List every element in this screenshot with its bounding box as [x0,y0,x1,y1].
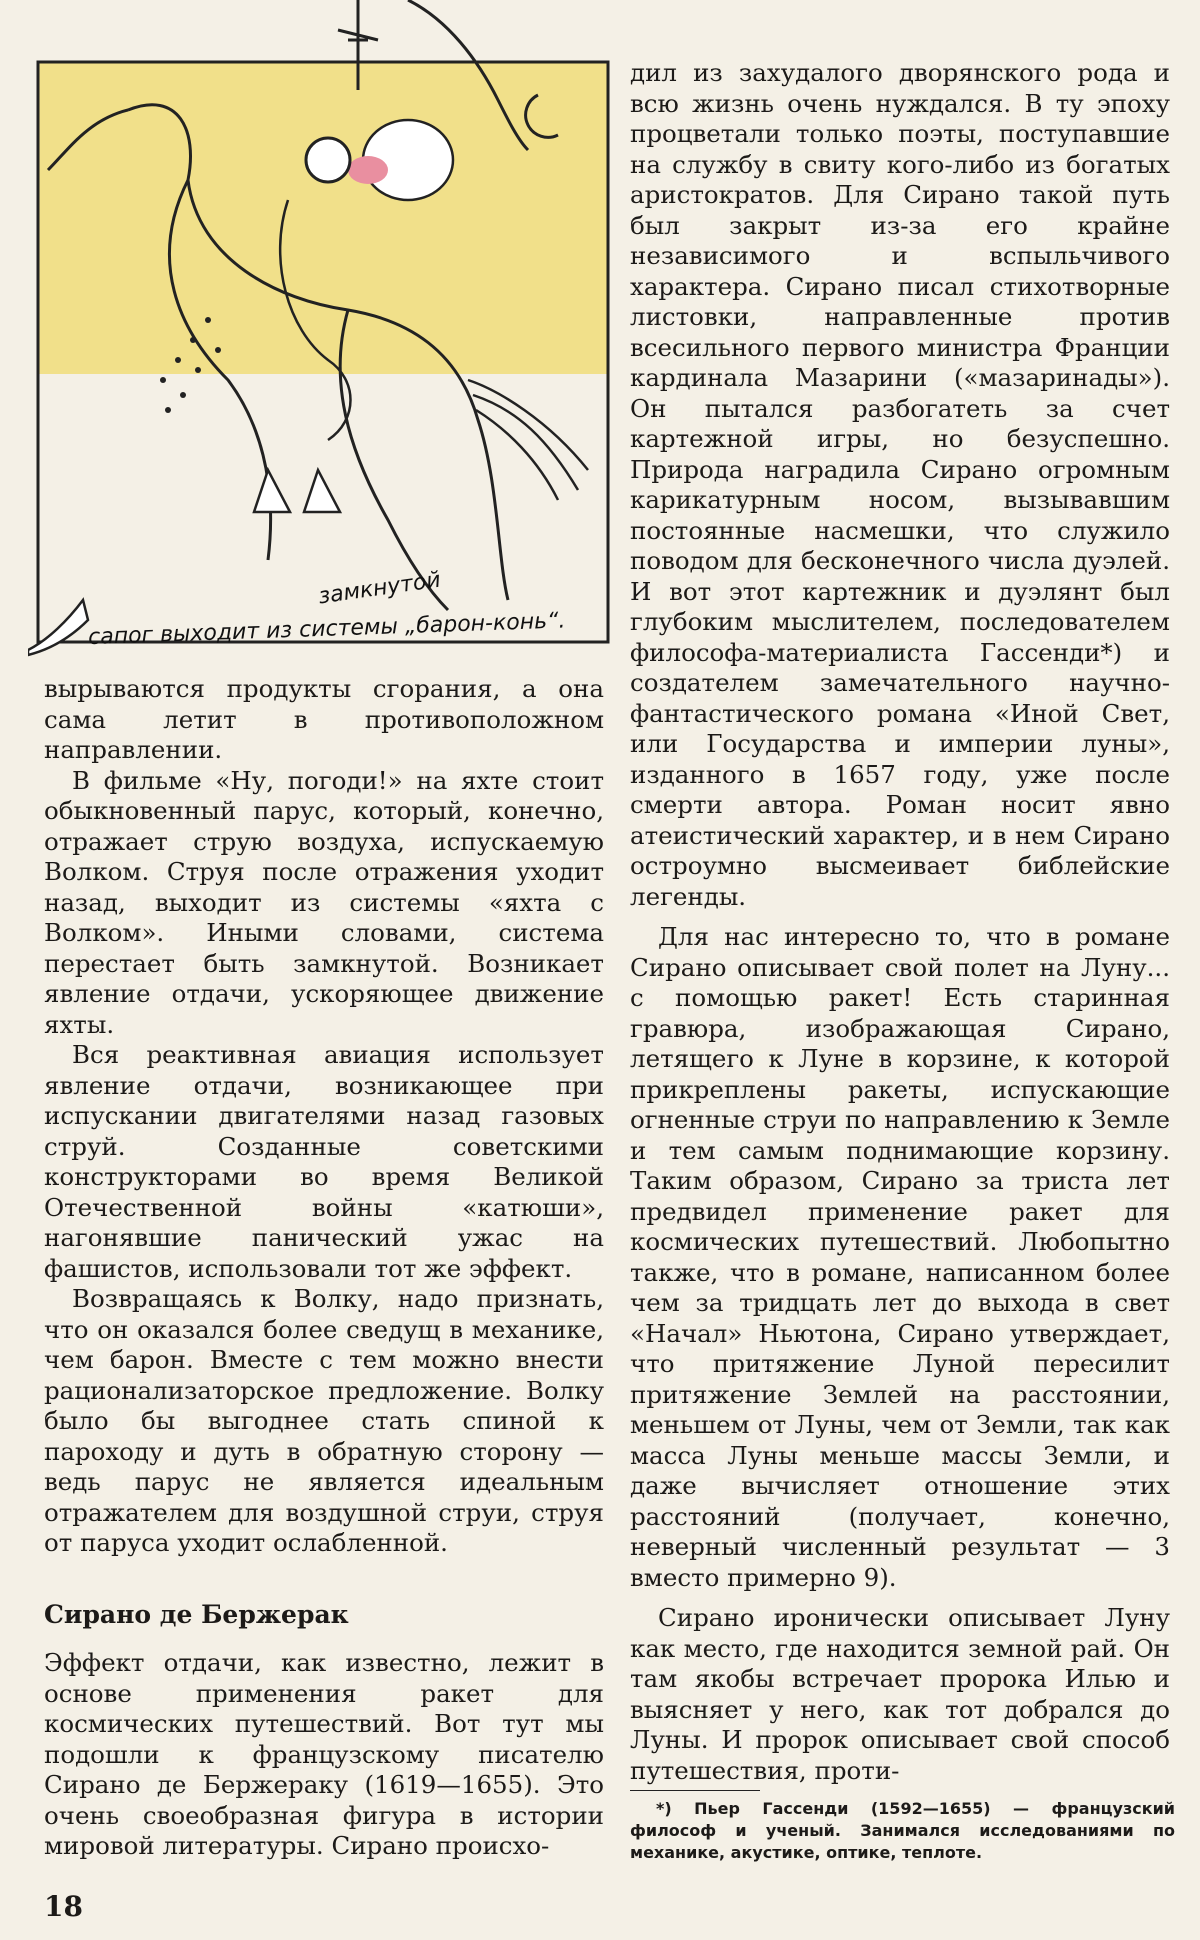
right-column [630,58,1170,1786]
paragraph: Для нас интересно то, что в романе Сирано описывает свой полет на Луну... с помощью ракет! Есть старинная гравюра, изображающая Сирано, летящего к Луне в корзине, к которой прикреплены ракеты, испускающие огненные струи по направлению к Земле и тем самым поднимающие корзину. Таким образом, Сирано за триста лет предвидел применение ракет для космических путешествий. Любопытно также, что в романе, написанном более чем за тридцать лет до выхода в свет «Начал» Ньютона, Сирано утверждает, что притяжение Луной пересилит притяжение Землей на расстоянии, меньшем от Луны, чем от Земли, так как масса Луны меньше массы Земли, и даже вычисляет отношение этих расстояний (получает, конечно, неверный численный результат — 3 вместо примерно 9). [630,922,1170,1592]
footnote-divider [630,1790,760,1791]
baron-cheek [348,156,388,184]
paragraph: Вся реактивная авиация использует явление отдачи, возникающее при испускании двигателями назад газовых струй. Созданные советскими конструкторами во время Великой Отечественной войны «катюши», нагонявшие панический ужас на фашистов, использовали тот же эффект. [44,1040,604,1283]
left-column-section [44,1648,604,1862]
page-number: 18 [44,1890,83,1923]
cartoon-drawing [28,0,626,670]
paragraph: Возвращаясь к Волку, надо признать, что он оказался более сведущ в механике, чем барон. Вместе с тем можно внести рационализаторское предложение. Волку было бы выгоднее стать спиной к пароходу и дуть в обратную сторону — ведь парус не является идеальным отражателем для воздушной струи, струя от паруса уходит ослабленной. [44,1284,604,1557]
section-title: Сирано де Бержерак [44,1600,349,1629]
footnote: *) Пьер Гассенди (1592—1655) — французский философ и ученый. Занимался исследованиями по механике, акустике, оптике, теплоте. [630,1799,1175,1862]
baron-hat [306,138,350,182]
paragraph: дил из захудалого дворянского рода и всю жизнь очень нуждался. В ту эпоху процветали только поэты, поступавшие на службу в свиту кого-либо из богатых аристократов. Для Сирано такой путь был закрыт из-за его крайне независимого и вспыльчивого характера. Сирано писал стихотворные листовки, направленные против всесильного первого министра Франции кардинала Мазарини («мазаринады»). Он пытался разбогатеть за счет картежной игры, но безуспешно. Природа наградила Сирано огромным карикатурным носом, вызывавшим постоянные насмешки, что служило поводом для бесконечного числа дуэлей. И вот этот картежник и дуэлянт был глубоким мыслителем, последователем философа-материалиста Гассенди*) и создателем замечательного научно-фантастического романа «Иной Свет, или Государства и империи луны», изданного в 1657 году, уже после смерти автора. Роман носит явно атеистический характер, и в нем Сирано остроумно высмеивает библейские легенды. [630,58,1170,911]
horse-tail [468,380,588,500]
caption-line-1: замкнутой [316,567,443,610]
paragraph: Сирано иронически описывает Луну как место, где находится земной рай. Он там якобы встречает пророка Илью и выясняет у него, как тот добрался до Луны. И пророк описывает свой способ путешествия, проти- [630,1603,1170,1785]
caption-line-2: сапог выходит из системы „барон-конь“. [87,608,566,651]
paragraph: вырываются продукты сгорания, а она сама летит в противоположном направлении. [44,674,604,764]
sky-panel [38,62,608,374]
left-column [44,674,604,1559]
paragraph: В фильме «Ну, погоди!» на яхте стоит обыкновенный парус, который, конечно, отражает струю воздуха, испускаемую Волком. Струя после отражения уходит назад, выходит из системы «яхта с Волком». Иными словами, система перестает быть замкнутой. Возникает явление отдачи, ускоряющее движение яхты. [44,765,604,1039]
stirrups [254,470,340,512]
paragraph: Эффект отдачи, как известно, лежит в основе применения ракет для космических путешествий. Вот тут мы подошли к французскому писателю Сирано де Бержераку (1619—1655). Это очень своеобразная фигура в истории мировой литературы. Сирано происхо- [44,1648,604,1860]
baron-horse-illustration [28,0,626,670]
